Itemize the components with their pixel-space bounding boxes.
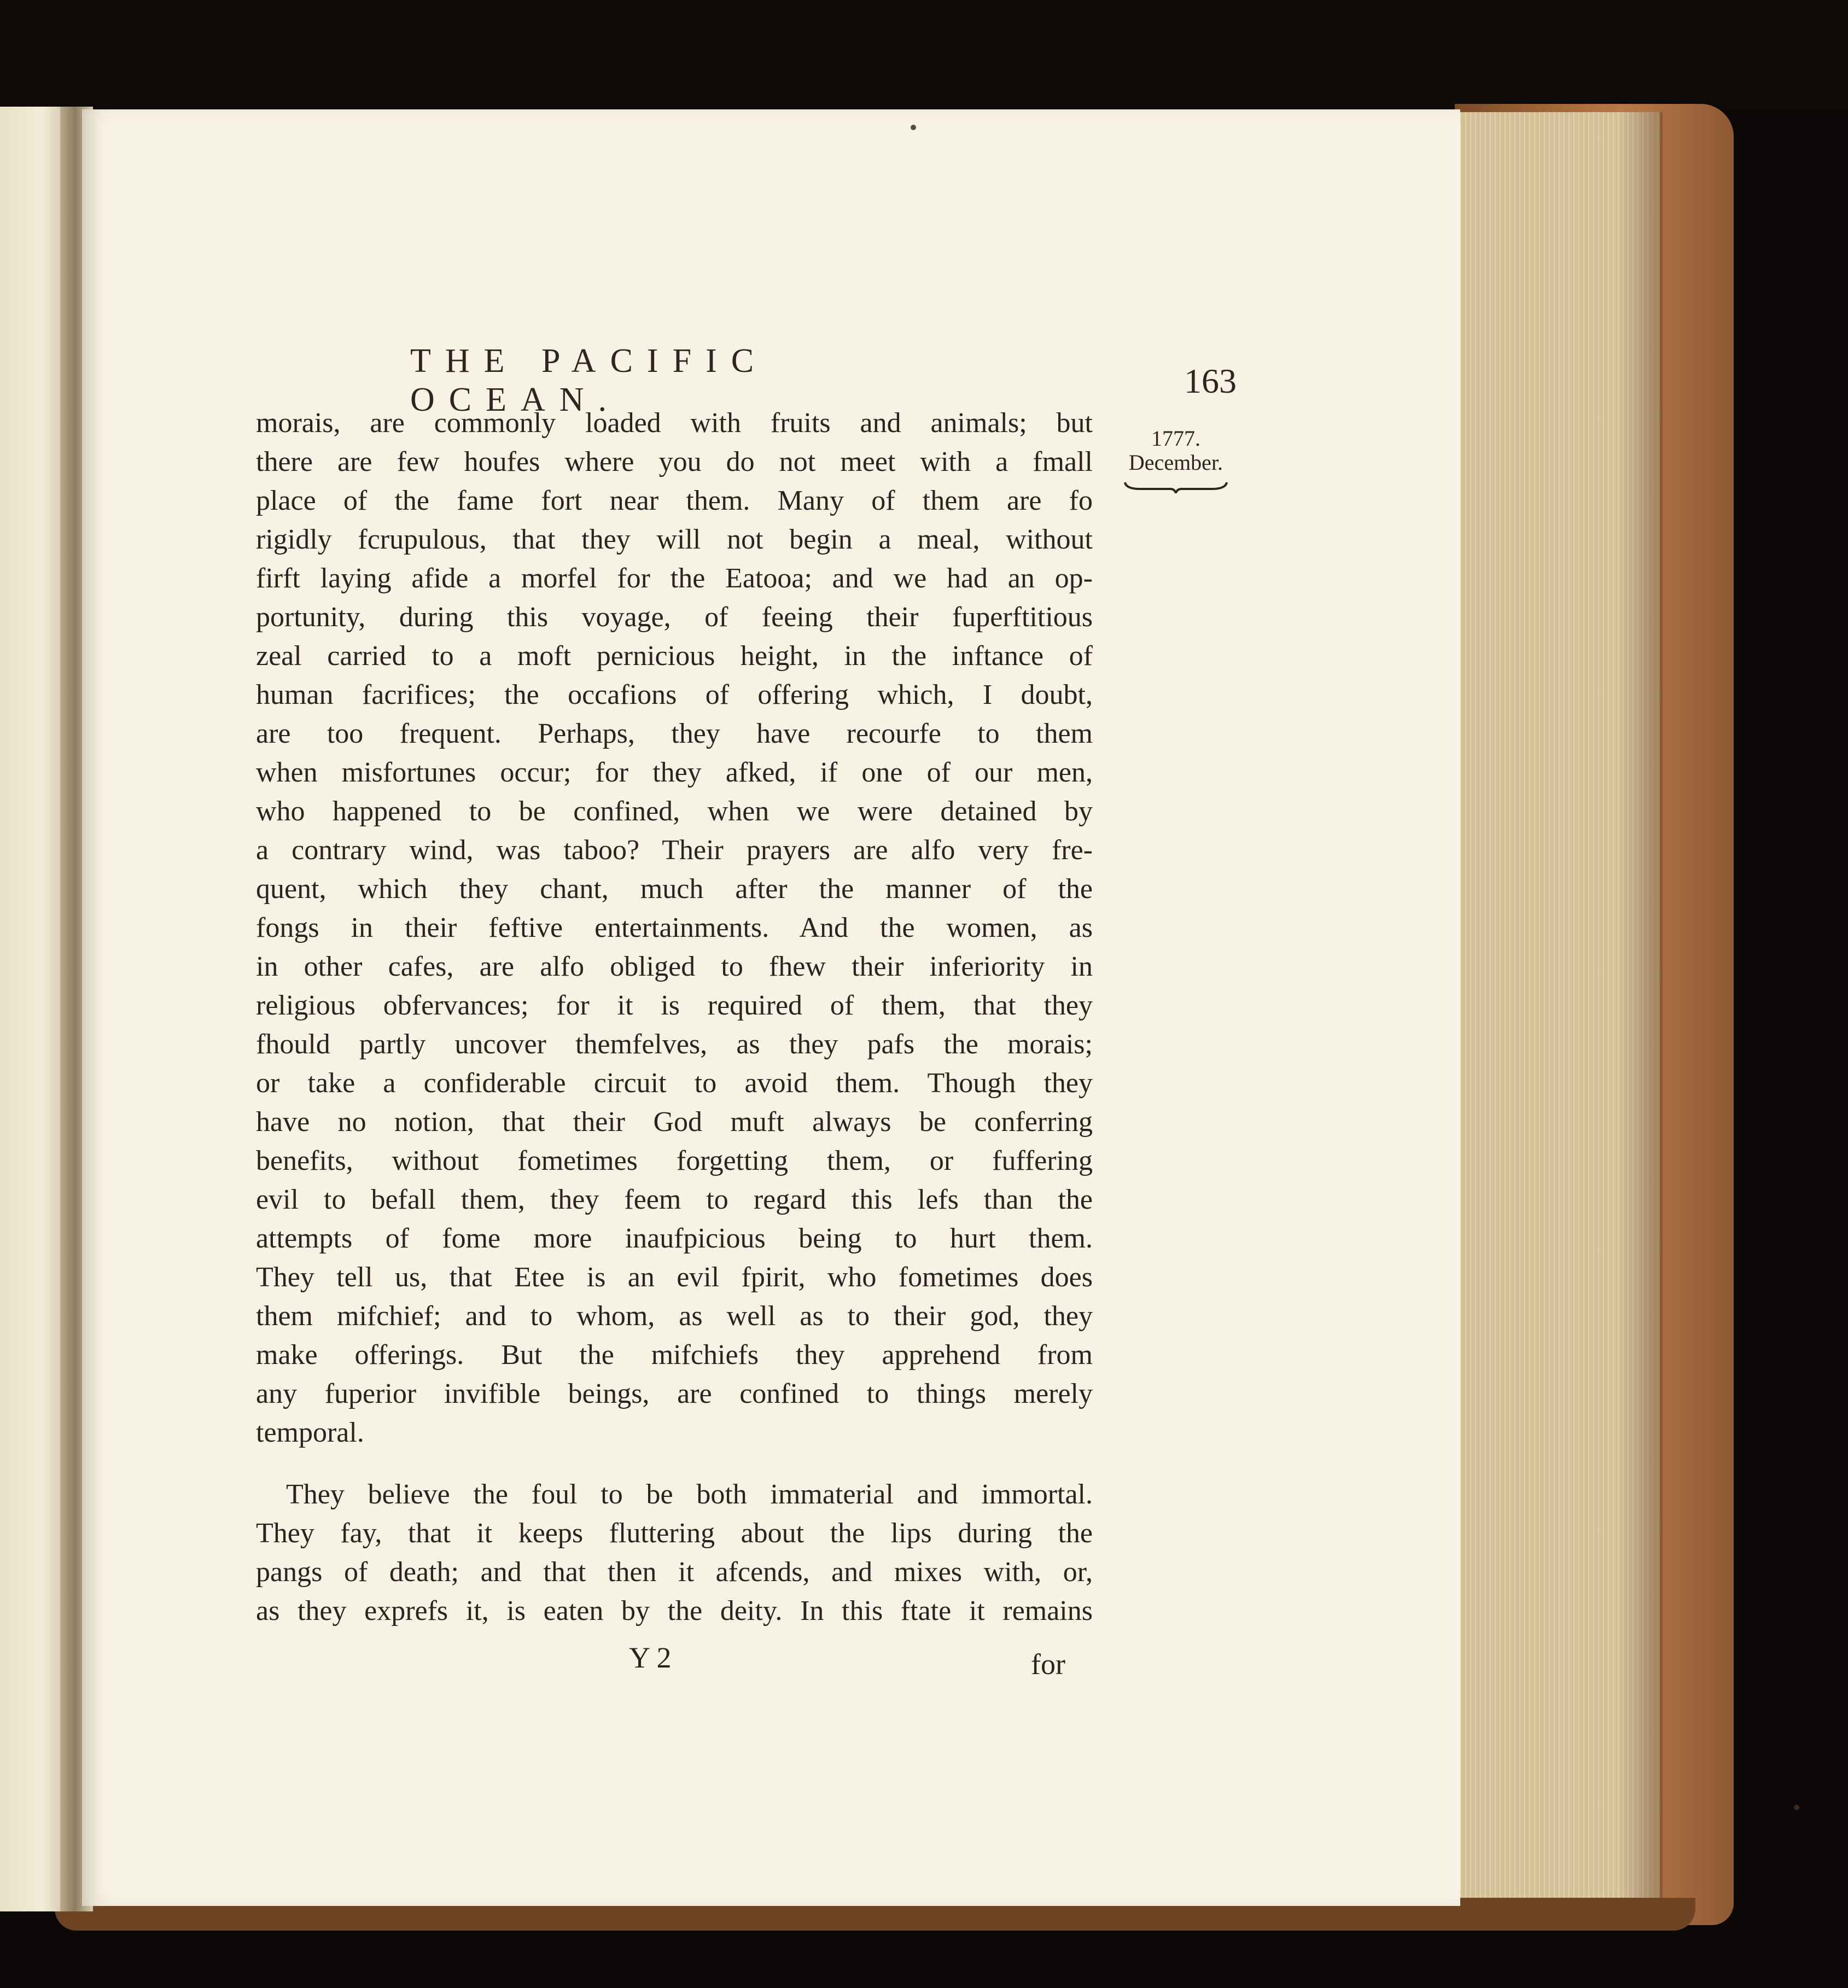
text-line: have no notion, that their God muft always be conferring — [256, 1106, 1093, 1138]
text-line: as they exprefs it, is eaten by the deity. In this ftate it remains — [256, 1595, 1093, 1626]
text-line: who happened to be confined, when we were detained by — [256, 796, 1093, 827]
margin-note-year: 1777. — [1151, 426, 1200, 451]
margin-note — [1116, 427, 1236, 493]
text-line: make offerings. But the mifchiefs they apprehend from — [256, 1339, 1093, 1371]
paragraph-gap — [256, 1452, 1093, 1475]
brace-icon — [1124, 480, 1228, 493]
cover-speck — [1794, 1805, 1799, 1810]
page-number: 163 — [1184, 362, 1237, 400]
text-line: are too frequent. Perhaps, they have recourfe to them — [256, 718, 1093, 749]
body-text — [256, 404, 1093, 1630]
text-line: rigidly fcrupulous, that they will not begin a meal, without — [256, 524, 1093, 555]
margin-note-month: December. — [1128, 450, 1223, 475]
paragraph-2 — [256, 1475, 1093, 1630]
text-line: They tell us, that Etee is an evil fpirit, who fometimes does — [256, 1262, 1093, 1293]
paper-speck — [911, 125, 916, 130]
text-line: benefits, without fometimes forgetting them, or fuffering — [256, 1145, 1093, 1176]
paragraph-1 — [256, 404, 1093, 1452]
text-line: when misfortunes occur; for they afked, if one of our men, — [256, 757, 1093, 788]
text-line: They fay, that it keeps fluttering about the lips during the — [256, 1518, 1093, 1549]
text-line: evil to befall them, they feem to regard this lefs than the — [256, 1184, 1093, 1215]
text-line: a contrary wind, was taboo? Their prayers are alfo very fre- — [256, 835, 1093, 866]
text-line: them mifchief; and to whom, as well as to their god, they — [256, 1301, 1093, 1332]
text-line: any fuperior invifible beings, are confined to things merely — [256, 1378, 1093, 1409]
text-line: They believe the foul to be both immaterial and immortal. — [286, 1479, 1093, 1510]
fore-edge-shadow — [1619, 112, 1663, 1911]
text-line: or take a confiderable circuit to avoid them. Though they — [256, 1068, 1093, 1099]
text-line: human facrifices; the occafions of offering which, I doubt, — [256, 679, 1093, 710]
text-line: there are few houfes where you do not meet with a fmall — [256, 446, 1093, 477]
text-line: in other cafes, are alfo obliged to fhew their inferiority in — [256, 951, 1093, 982]
signature-mark: Y 2 — [629, 1641, 672, 1674]
text-line: place of the fame fort near them. Many of them are fo — [256, 485, 1093, 516]
text-line: morais, are commonly loaded with fruits and animals; but — [256, 407, 1093, 439]
text-line: portunity, during this voyage, of feeing their fuperftitious — [256, 602, 1093, 633]
text-line: attempts of fome more inaufpicious being to hurt them. — [256, 1223, 1093, 1254]
text-line: fhould partly uncover themfelves, as they pafs the morais; — [256, 1029, 1093, 1060]
text-line: temporal. — [256, 1417, 364, 1448]
text-line: quent, which they chant, much after the manner of the — [256, 873, 1093, 905]
text-line: firft laying afide a morfel for the Eatooa; and we had an op- — [256, 563, 1093, 594]
catchword: for — [1031, 1648, 1065, 1681]
text-line: religious obfervances; for it is required of them, that they — [256, 990, 1093, 1021]
running-head: THE PACIFIC OCEAN. — [410, 342, 768, 418]
text-line: zeal carried to a moft pernicious height, in the inftance of — [256, 640, 1093, 672]
text-line: pangs of death; and that then it afcends, and mixes with, or, — [256, 1556, 1093, 1588]
dark-background-top — [0, 0, 1848, 109]
text-line: fongs in their feftive entertainments. And the women, as — [256, 912, 1093, 943]
